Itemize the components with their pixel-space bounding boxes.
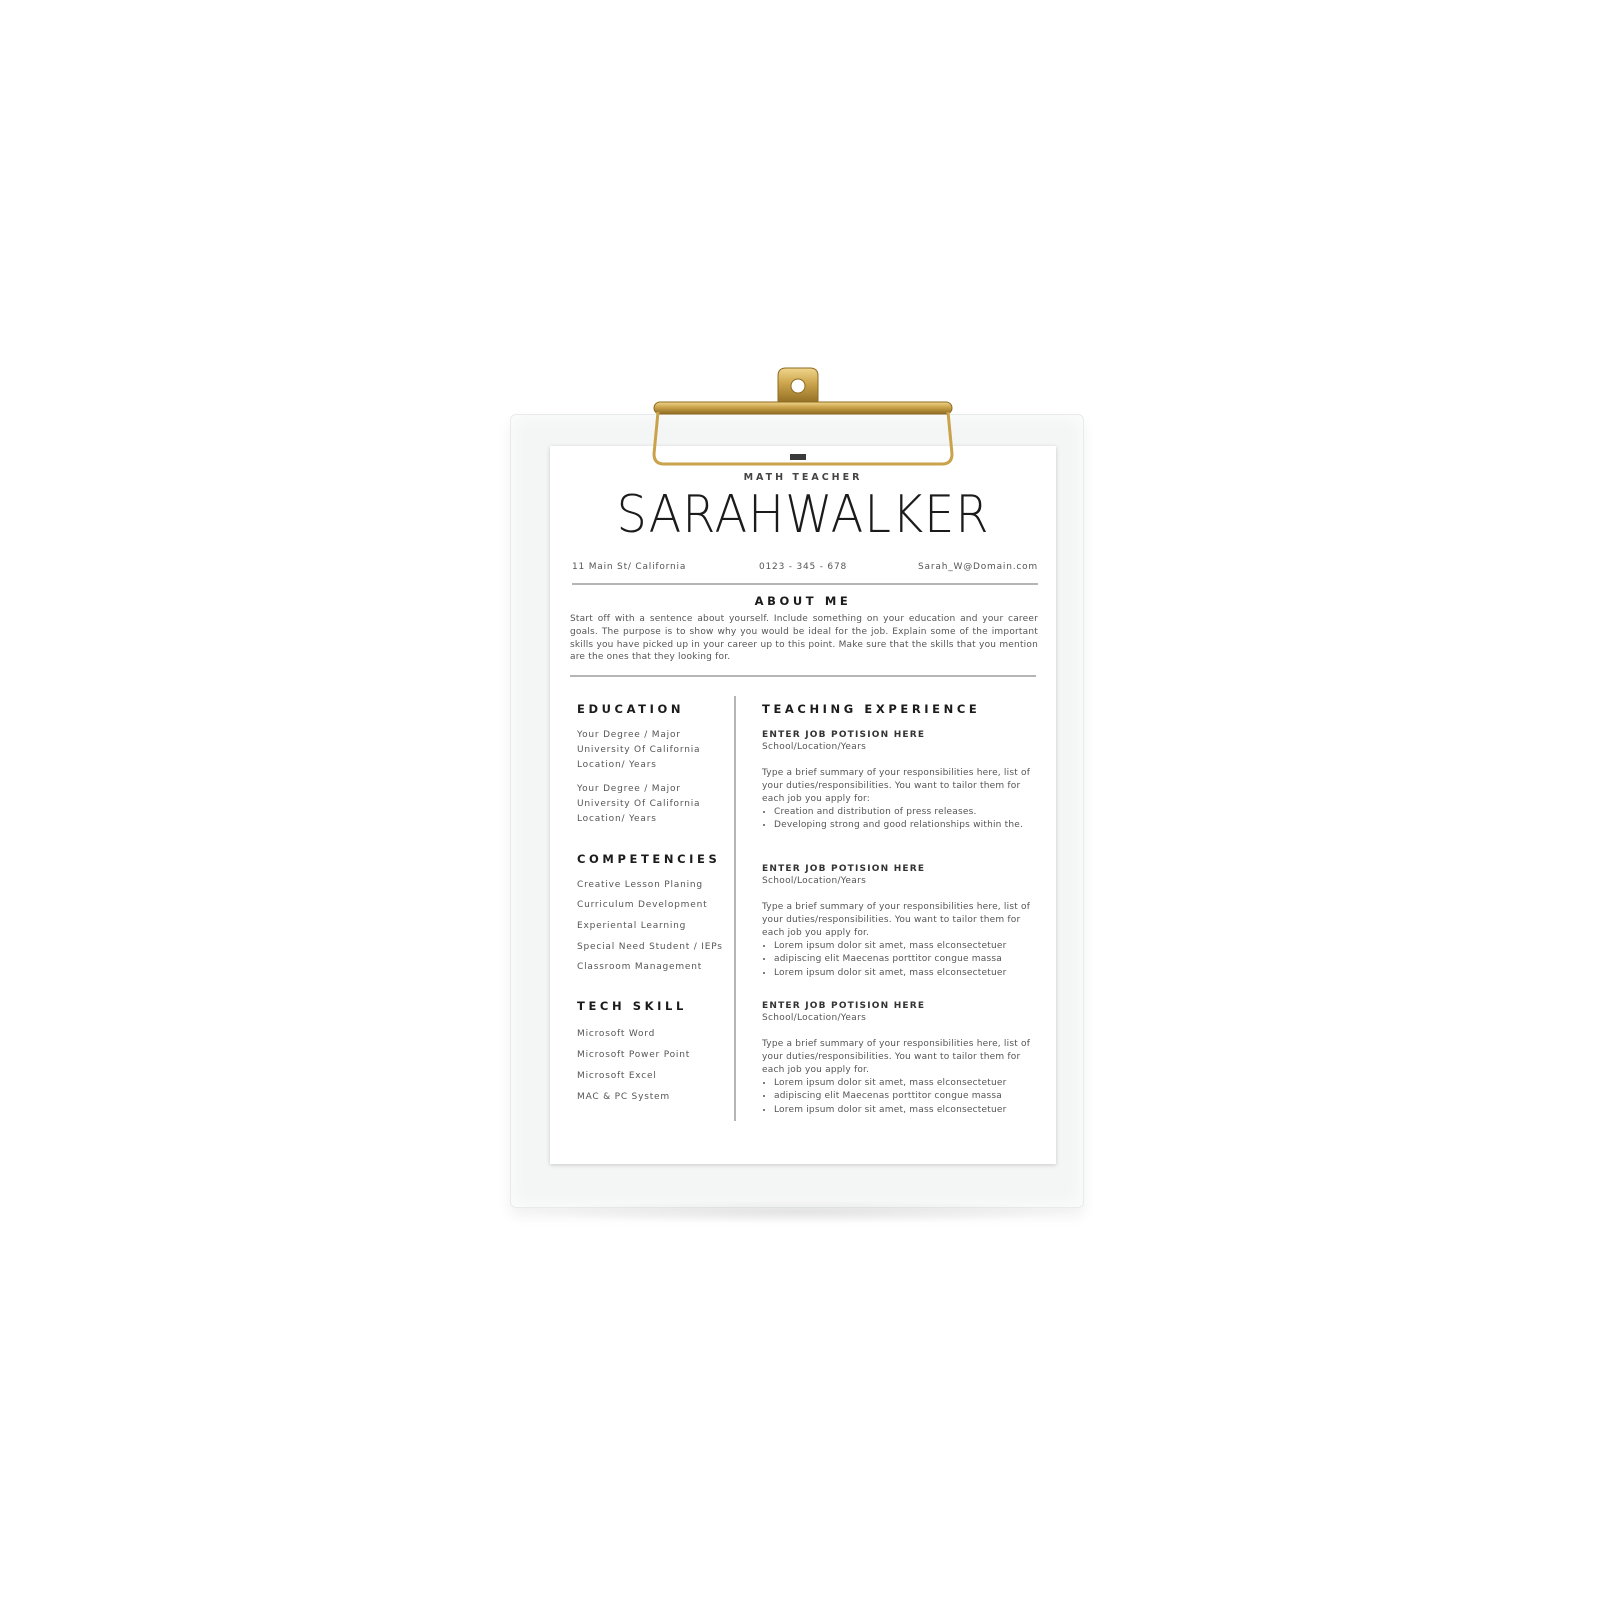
competency-item: Creative Lesson Planing (577, 880, 703, 890)
job-bullet: • adipiscing elit Maecenas porttitor congue massa (774, 1090, 1046, 1103)
divider-middle (570, 675, 1036, 677)
competencies-heading: COMPETENCIES (577, 852, 721, 866)
education-school: University Of California (577, 745, 701, 755)
contact-email: Sarah_W@Domain.com (918, 562, 1038, 572)
tech-skill-item: MAC & PC System (577, 1092, 670, 1102)
education-degree: Your Degree / Major (577, 784, 681, 794)
contact-phone: 0123 - 345 - 678 (759, 562, 847, 572)
education-degree: Your Degree / Major (577, 730, 681, 740)
job-subtitle: School/Location/Years (762, 1013, 867, 1023)
column-divider (734, 696, 736, 1121)
competency-item: Curriculum Development (577, 900, 708, 910)
tech-skill-item: Microsoft Excel (577, 1071, 657, 1081)
job-bullet: • Lorem ipsum dolor sit amet, mass elconsectetuer (774, 1077, 1046, 1090)
tech-skill-heading: TECH SKILL (577, 999, 687, 1013)
job-description: Type a brief summary of your responsibilities here, list of your duties/responsibilities. You want to tailor them for each job you apply for: (762, 768, 1031, 804)
job-title: ENTER JOB POTISION HERE (762, 730, 926, 740)
job-bullet: • Developing strong and good relationships within the. (774, 819, 1046, 832)
education-heading: EDUCATION (577, 702, 685, 716)
tech-skill-item: Microsoft Power Point (577, 1050, 691, 1060)
job-bullet: • Lorem ipsum dolor sit amet, mass elconsectetuer (774, 967, 1046, 980)
education-entry-1 (577, 728, 700, 773)
job-bullets (762, 1077, 1046, 1117)
competency-item: Special Need Student / IEPs (577, 942, 723, 952)
competency-item: Classroom Management (577, 962, 703, 972)
divider-top (572, 583, 1038, 585)
job-subtitle: School/Location/Years (762, 876, 867, 886)
job-bullet: • Lorem ipsum dolor sit amet, mass elconsectetuer (774, 940, 1046, 953)
job-bullets (762, 806, 1046, 833)
clipboard-shadow (520, 1200, 1080, 1224)
gold-clip-icon (650, 368, 962, 478)
education-years: Location/ Years (577, 760, 657, 770)
education-years: Location/ Years (577, 814, 657, 824)
about-text: Start off with a sentence about yourself. Include something on your education and your career goals. The purpose is to show why you would be ideal for the job. Explain some of the important skills you have picked up in your career up to this point. Make sure that the skills that you mention are the ones that they looking for. (570, 614, 1038, 663)
education-school: University Of California (577, 799, 701, 809)
job-subtitle: MATH TEACHER (743, 472, 863, 483)
contact-address: 11 Main St/ California (572, 562, 687, 572)
job-description: Type a brief summary of your responsibilities here, list of your duties/responsibilities. You want to tailor them for each job you apply for. (762, 902, 1031, 938)
job-bullet: • adipiscing elit Maecenas porttitor congue massa (774, 953, 1046, 966)
tech-skill-item: Microsoft Word (577, 1029, 656, 1039)
job-title: ENTER JOB POTISION HERE (762, 864, 926, 874)
competency-item: Experiental Learning (577, 921, 687, 931)
job-bullets (762, 940, 1046, 980)
job-bullet: • Lorem ipsum dolor sit amet, mass elconsectetuer (774, 1104, 1046, 1117)
job-subtitle: School/Location/Years (762, 742, 867, 752)
resume-name: SARAHWALKER (616, 485, 990, 545)
about-heading: ABOUT ME (754, 594, 852, 608)
job-title: ENTER JOB POTISION HERE (762, 1001, 926, 1011)
education-entry-2 (577, 782, 700, 827)
experience-heading: TEACHING EXPERIENCE (762, 702, 981, 716)
job-bullet: • Creation and distribution of press releases. (774, 806, 1046, 819)
job-description: Type a brief summary of your responsibilities here, list of your duties/responsibilities. You want to tailor them for each job you apply for. (762, 1039, 1031, 1075)
